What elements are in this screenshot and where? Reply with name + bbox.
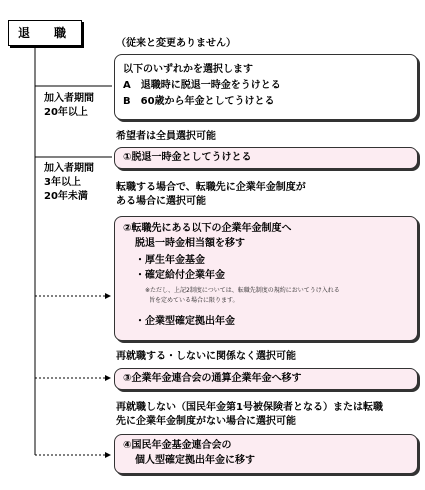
period-label-3yr-line2: 3年以上 xyxy=(44,177,81,188)
option-b: B 60歳から年金としてうけとる xyxy=(123,96,275,107)
option-box-ab xyxy=(114,54,418,120)
note-job-change-line1: 転職する場合で、転職先に企業年金制度が xyxy=(116,182,306,193)
period-label-3yr-line1: 加入者期間 xyxy=(44,163,94,174)
option-3-label: ③企業年金連合会の通算企業年金へ移す xyxy=(123,373,302,384)
option-box-ab-intro: 以下のいずれかを選択します xyxy=(123,64,253,75)
option-3-box xyxy=(114,368,418,390)
note-unchanged: （従来と変更ありません） xyxy=(116,38,236,49)
option-2-item-kosei: ・厚生年金基金 xyxy=(135,255,205,266)
option-2-head-line1: ②転職先にある以下の企業年金制度へ xyxy=(123,223,292,234)
period-label-20yr-line2: 20年以上 xyxy=(44,107,88,118)
note-regardless-reemployment: 再就職する・しないに関係なく選択可能 xyxy=(116,351,296,362)
option-1-label: ①脱退一時金としてうけとる xyxy=(123,152,252,163)
period-label-20yr-line1: 加入者期間 xyxy=(44,93,94,104)
option-2-head-line2: 脱退一時金相当額を移す xyxy=(135,238,245,249)
option-4-box xyxy=(114,434,418,474)
period-label-3yr-line3: 20年未満 xyxy=(44,191,88,202)
retirement-title: 退 職 xyxy=(8,20,82,46)
option-2-item-kakutei-kyufu: ・確定給付企業年金 xyxy=(135,270,225,281)
option-1-box xyxy=(114,147,418,169)
option-2-item-kigyougata-dc: ・企業型確定拠出年金 xyxy=(135,316,235,327)
note-job-change-line2: ある場合に選択可能 xyxy=(116,196,206,207)
note-no-reemployment-line2: 先に企業年金制度がない場合に選択可能 xyxy=(116,416,296,427)
option-4-label-line2: 個人型確定拠出年金に移す xyxy=(135,455,255,466)
option-4-label-line1: ④国民年金基金連合会の xyxy=(123,440,232,451)
option-a: A 退職時に脱退一時金をうけとる xyxy=(123,80,281,91)
option-2-box xyxy=(114,216,418,341)
option-2-footnote-line2: 旨を定めている場合に限ります。 xyxy=(149,297,239,304)
option-2-footnote-line1: ※ただし、上記2制度については、転職先制度の規約においてうけ入れる xyxy=(145,287,340,294)
note-all-eligible: 希望者は全員選択可能 xyxy=(116,131,216,142)
note-no-reemployment-line1: 再就職しない（国民年金第1号被保険者となる）または転職 xyxy=(116,402,383,413)
